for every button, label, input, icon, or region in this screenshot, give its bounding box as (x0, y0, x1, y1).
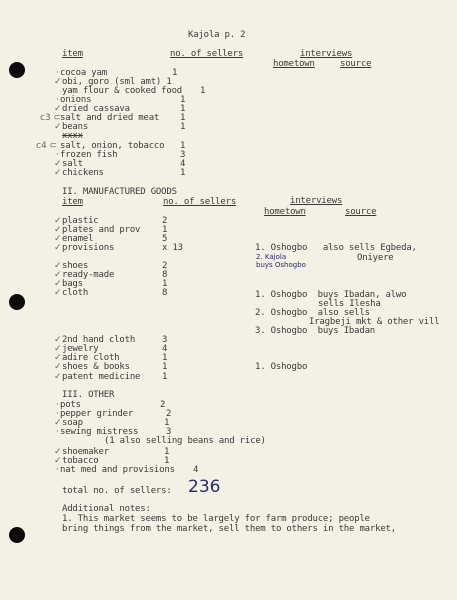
list-item: provisions (62, 243, 115, 253)
item-count: 8 (162, 270, 168, 280)
item-count: 4 (193, 465, 199, 475)
list-item: salt and dried meat (60, 113, 160, 123)
check-mark: ✓ (54, 159, 62, 169)
interview-note: 2. Oshogbo also sells (255, 308, 370, 318)
item-count: 1 (172, 68, 178, 78)
item-count: 3 (162, 335, 168, 345)
item-count: 1 (180, 104, 186, 114)
item-count: 1 (162, 279, 168, 289)
check-mark: ✓ (54, 372, 62, 382)
list-item: cocoa yam (60, 68, 107, 78)
item-count: 1 (164, 447, 170, 457)
check-mark: ✓ (54, 344, 62, 354)
item-count: 3 (180, 150, 186, 160)
interview-note: 1. Oshogbo also sells Egbeda, (255, 243, 417, 253)
item-count: 1 (162, 353, 168, 363)
check-mark: ✓ (54, 353, 62, 363)
col-interviews-header: interviews (300, 49, 353, 59)
list-item: salt, onion, tobacco (60, 141, 165, 151)
page-header: Kajola p. 2 (188, 30, 246, 40)
interview-note: 1. Oshogbo (255, 362, 308, 372)
check-mark: ✓ (54, 335, 62, 345)
additional-note-line: 1. This market seems to be largely for farm produce; people (62, 514, 370, 524)
list-note: (1 also selling beans and rice) (104, 436, 266, 446)
item-count: 1 (180, 95, 186, 105)
list-item: salt (62, 159, 83, 169)
interview-note: sells Ilesha (318, 299, 381, 309)
list-item: chickens (62, 168, 104, 178)
list-item: plates and prov (62, 225, 141, 235)
check-mark: ✓ (54, 234, 62, 244)
list-item: shoes (62, 261, 89, 271)
check-mark: ✓ (54, 279, 62, 289)
item-count: 1 (180, 141, 186, 151)
list-item: shoemaker (62, 447, 109, 457)
list-item: frozen fish (60, 150, 118, 160)
check-mark: ✓ (54, 456, 62, 466)
item-count: 2 (162, 261, 168, 271)
list-item: obi, goro (sml amt) 1 (62, 77, 172, 87)
check-mark: · (56, 465, 59, 475)
check-mark: ✓ (54, 261, 62, 271)
additional-note-line: bring things from the market, sell them to others in the market, (62, 524, 396, 534)
list-item: beans (62, 122, 89, 132)
col-interviews-header: interviews (290, 196, 343, 206)
col-item-header: item (62, 49, 83, 59)
interview-note: Iragbeji mkt & other vill (309, 317, 440, 327)
check-mark: ✓ (54, 168, 62, 178)
check-mark: ✓ (54, 447, 62, 457)
list-item: 2nd hand cloth (62, 335, 136, 345)
item-count: 1 (200, 86, 206, 96)
section-2-title: II. MANUFACTURED GOODS (62, 187, 177, 197)
item-count: 4 (180, 159, 186, 169)
list-item: bags (62, 279, 83, 289)
item-count: 1 (164, 456, 170, 466)
total-value: 236 (188, 477, 221, 497)
check-mark: · (56, 95, 59, 105)
check-mark: ✓ (54, 418, 62, 428)
item-count: 1 (180, 168, 186, 178)
col-source-header: source (340, 59, 372, 69)
item-count: 1 (164, 418, 170, 428)
item-count: 2 (166, 409, 172, 419)
check-mark: · (56, 400, 59, 410)
list-item: tobacco (62, 456, 99, 466)
check-mark: ✓ (54, 225, 62, 235)
list-item: adire cloth (62, 353, 120, 363)
list-item: patent medicine (62, 372, 141, 382)
check-mark: ✓ (54, 243, 62, 253)
item-count: 1 (162, 372, 168, 382)
check-mark: · (56, 427, 59, 437)
list-item: nat med and provisions (60, 465, 175, 475)
list-item: shoes & books (62, 362, 130, 372)
list-item: jewelry (62, 344, 99, 354)
list-item: yam flour & cooked food (62, 86, 183, 96)
punch-hole (9, 294, 25, 310)
col-source-header: source (345, 207, 377, 217)
item-count: 4 (162, 344, 168, 354)
check-mark: ✓ (54, 270, 62, 280)
item-count: 1 (162, 362, 168, 372)
item-count: 2 (160, 400, 166, 410)
check-mark: c4 ⊂ (36, 141, 58, 151)
list-item: pots (60, 400, 81, 410)
col-sellers-header: no. of sellers (170, 49, 244, 59)
section-3-title: III. OTHER (62, 390, 115, 400)
list-item: enamel (62, 234, 94, 244)
list-item: xxxx (62, 131, 83, 141)
check-mark: ✓ (54, 122, 62, 132)
check-mark: · (56, 409, 59, 419)
col-hometown-header: hometown (264, 207, 306, 217)
interview-note: 1. Oshogbo buys Ibadan, alwo (255, 290, 407, 300)
item-count: 1 (180, 113, 186, 123)
col-sellers-header: no. of sellers (163, 197, 237, 207)
item-count: 3 (166, 427, 172, 437)
item-count: x 13 (162, 243, 183, 253)
list-item: sewing mistress (60, 427, 139, 437)
list-item: plastic (62, 216, 99, 226)
check-mark: ✓ (54, 104, 62, 114)
check-mark: ✓ (54, 288, 62, 298)
item-count: 5 (162, 234, 168, 244)
check-mark: ✓ (54, 77, 62, 87)
total-label: total no. of sellers: (62, 486, 172, 496)
list-item: onions (60, 95, 92, 105)
check-mark: ✓ (54, 216, 62, 226)
item-count: 1 (162, 225, 168, 235)
handwritten-note: 2. Kajola buys Oshogbo (256, 253, 306, 269)
list-item: soap (62, 418, 83, 428)
check-mark: · (56, 150, 59, 160)
check-mark: c3 ⊂ (40, 113, 62, 123)
interview-note: 3. Oshogbo buys Ibadan (255, 326, 376, 336)
item-count: 1 (180, 122, 186, 132)
col-hometown-header: hometown (273, 59, 315, 69)
check-mark: · (56, 68, 59, 78)
interview-note: Oniyere (357, 253, 394, 263)
item-count: 2 (162, 216, 168, 226)
list-item: cloth (62, 288, 89, 298)
punch-hole (9, 527, 25, 543)
list-item: pepper grinder (60, 409, 134, 419)
col-item-header: item (62, 197, 83, 207)
check-mark: ✓ (54, 362, 62, 372)
item-count: 8 (162, 288, 168, 298)
list-item: ready-made (62, 270, 115, 280)
list-item: dried cassava (62, 104, 130, 114)
punch-hole (9, 62, 25, 78)
additional-notes-title: Additional notes: (62, 504, 151, 514)
